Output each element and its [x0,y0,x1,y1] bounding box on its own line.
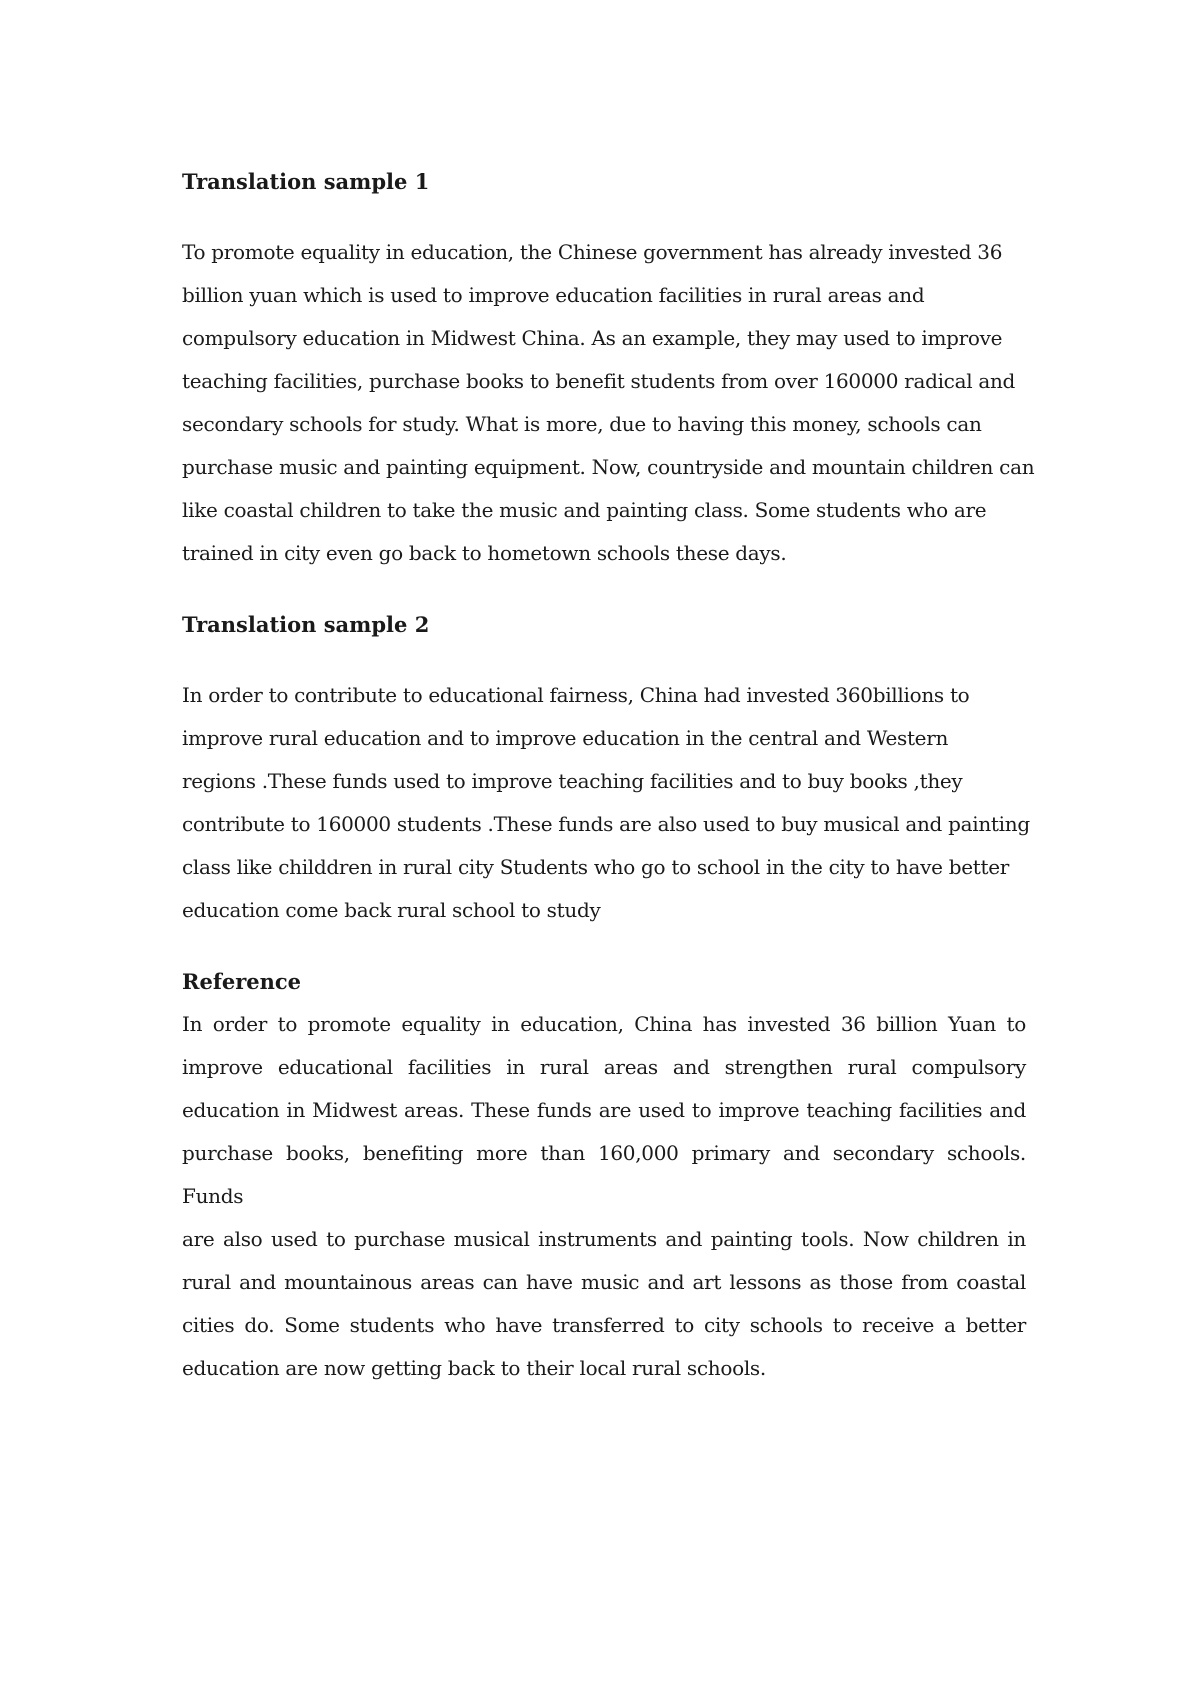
paragraph-line: improve educational facilities in rural areas and strengthen rural compulsory [182,1055,1026,1079]
paragraph-line: secondary schools for study. What is more, due to having this money, schools can [182,412,982,436]
paragraph-line: are also used to purchase musical instruments and painting tools. Now children in [182,1227,1026,1251]
reference-paragraph [182,1003,1026,1390]
paragraph-line: trained in city even go back to hometown schools these days. [182,541,787,565]
paragraph-line: teaching facilities, purchase books to benefit students from over 160000 radical and [182,369,1016,393]
sample2-paragraph [182,674,1030,932]
paragraph-line: like coastal children to take the music and painting class. Some students who are [182,498,987,522]
paragraph-line: billion yuan which is used to improve education facilities in rural areas and [182,283,925,307]
paragraph-line: purchase music and painting equipment. Now, countryside and mountain children can [182,455,1035,479]
paragraph-line: In order to promote equality in education, China has invested 36 billion Yuan to [182,1012,1026,1036]
paragraph-line: In order to contribute to educational fairness, China had invested 360billions to [182,683,970,707]
document-content [182,160,1035,1390]
sample1-paragraph [182,231,1035,575]
paragraph-line: contribute to 160000 students .These funds are also used to buy musical and painting [182,812,1030,836]
sample2-heading: Translation sample 2 [182,612,430,637]
paragraph-line: regions .These funds used to improve teaching facilities and to buy books ,they [182,769,963,793]
paragraph-line: education are now getting back to their local rural schools. [182,1356,766,1380]
paragraph-line: improve rural education and to improve education in the central and Western [182,726,949,750]
paragraph-line: cities do. Some students who have transferred to city schools to receive a better [182,1313,1026,1337]
sample1-heading: Translation sample 1 [182,169,430,194]
reference-heading: Reference [182,969,302,994]
paragraph-line: class like childdren in rural city Students who go to school in the city to have better [182,855,1010,879]
paragraph-line: purchase books, benefiting more than 160,000 primary and secondary schools. Funds [182,1141,1026,1208]
paragraph-line: rural and mountainous areas can have music and art lessons as those from coastal [182,1270,1026,1294]
paragraph-line: education in Midwest areas. These funds are used to improve teaching facilities and [182,1098,1026,1122]
paragraph-line: To promote equality in education, the Chinese government has already invested 36 [182,240,1003,264]
paragraph-line: education come back rural school to study [182,898,601,922]
paragraph-line: compulsory education in Midwest China. As an example, they may used to improve [182,326,1003,350]
